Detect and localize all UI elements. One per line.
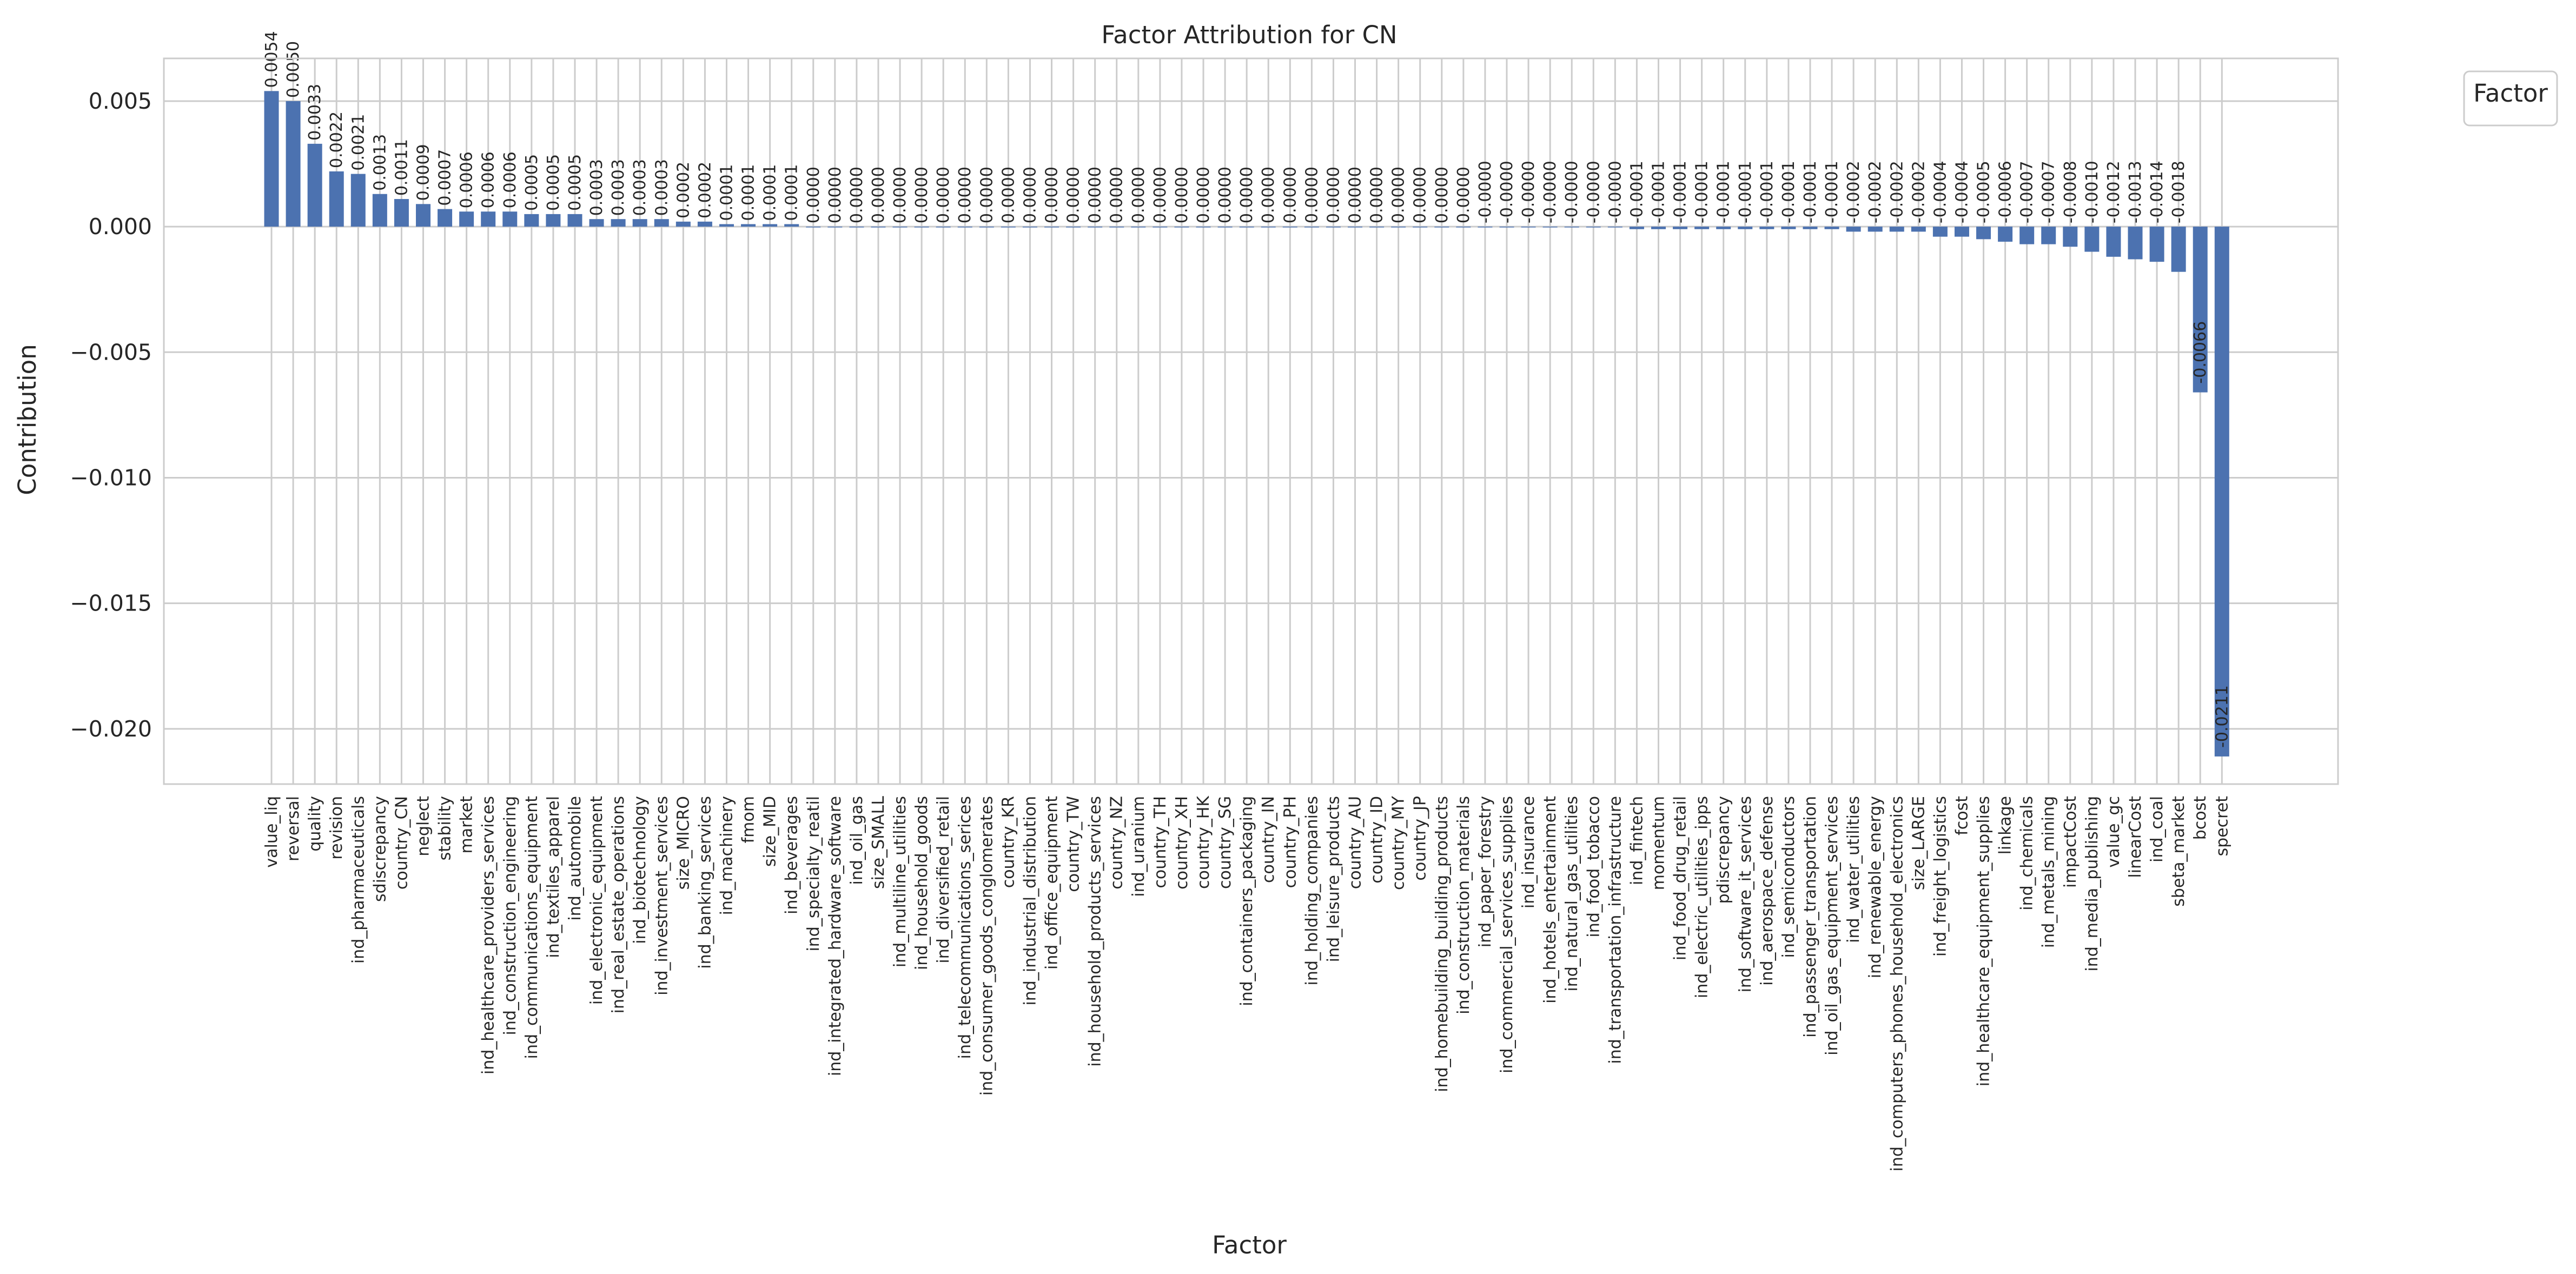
data-label: 0.0000 (1281, 167, 1300, 224)
data-label: 0.0000 (1237, 167, 1257, 224)
data-label: -0.0000 (1497, 161, 1517, 224)
data-label: -0.0001 (1649, 161, 1668, 224)
y-tick-label: −0.020 (70, 715, 152, 742)
x-tick-label: ind_passenger_transportation (1800, 796, 1820, 1038)
data-label: 0.0022 (327, 111, 347, 168)
data-label: 0.0054 (262, 31, 281, 88)
data-label: -0.0010 (2082, 161, 2102, 224)
data-label: 0.0009 (414, 144, 433, 201)
bar (676, 222, 691, 227)
x-axis-label: Factor (1212, 1231, 1287, 1259)
bar (1240, 227, 1254, 228)
bar (1976, 227, 1991, 239)
x-tick-label: country_JP (1410, 796, 1430, 881)
x-tick-label: ind_healthcare_equipment_supplies (1974, 796, 1994, 1087)
x-tick-label: ind_electric_utilities_ipps (1692, 796, 1712, 999)
data-label: 0.0000 (1346, 167, 1365, 224)
x-tick-label: market (457, 796, 476, 854)
bar (329, 171, 344, 227)
data-label: -0.0000 (1475, 161, 1495, 224)
x-tick-label: country_TW (1064, 796, 1083, 892)
data-label: 0.0002 (696, 161, 715, 218)
bar (1391, 227, 1406, 228)
data-label: 0.0021 (349, 114, 368, 171)
data-label: -0.0001 (1692, 161, 1712, 224)
x-tick-label: ind_machinery (717, 796, 737, 915)
x-tick-label: country_SG (1216, 796, 1235, 890)
bar (611, 219, 626, 227)
x-tick-label: ind_metals_mining (2039, 796, 2058, 948)
x-tick-label: ind_diversified_retail (934, 796, 953, 964)
data-label: 0.0000 (977, 167, 997, 224)
y-axis-label: Contribution (13, 344, 42, 495)
bar (1630, 227, 1644, 229)
data-label: -0.0066 (2191, 321, 2210, 384)
bar (351, 174, 366, 227)
data-label: -0.0001 (1736, 161, 1755, 224)
bar (502, 211, 517, 227)
data-label: -0.0004 (1952, 161, 1972, 224)
x-tick-label: size_MICRO (674, 796, 693, 890)
data-label: 0.0003 (587, 159, 607, 216)
bar (1478, 227, 1492, 228)
data-label: -0.0001 (1757, 161, 1777, 224)
x-tick-label: ind_holding_companies (1302, 796, 1322, 986)
data-label: 0.0000 (1216, 167, 1235, 224)
data-label: 0.0000 (1021, 167, 1040, 224)
bar (1759, 227, 1774, 229)
bar (1825, 227, 1839, 229)
bar (1998, 227, 2012, 242)
x-tick-label: ind_hotels_entertainment (1541, 796, 1560, 1004)
bar (915, 227, 929, 228)
x-tick-label: ind_specialty_reatil (804, 796, 823, 952)
bar (719, 224, 734, 227)
x-tick-label: ind_construction_engineering (500, 796, 520, 1036)
bar (2084, 227, 2099, 251)
bar (416, 204, 431, 227)
bar (1738, 227, 1752, 229)
x-tick-label: ind_food_tobacco (1584, 796, 1604, 938)
bar (958, 227, 972, 228)
legend-title: Factor (2473, 79, 2548, 108)
bar (1304, 227, 1319, 228)
bar (979, 227, 994, 228)
data-label: -0.0002 (1844, 161, 1864, 224)
bar (1911, 227, 1926, 231)
data-label: 0.0000 (912, 167, 932, 224)
bar (741, 224, 756, 227)
data-label: 0.0011 (392, 139, 412, 196)
x-tick-label: sdiscrepancy (370, 796, 390, 902)
data-label: 0.0000 (1107, 167, 1127, 224)
bar (2150, 227, 2164, 262)
bar (654, 219, 669, 227)
x-tick-label: size_SMALL (869, 796, 888, 890)
bar (2019, 227, 2034, 244)
bar (1846, 227, 1861, 231)
x-tick-label: value_liq (262, 796, 281, 868)
bar (1868, 227, 1883, 231)
bar (936, 227, 951, 228)
bar (2213, 227, 2232, 757)
bar (264, 91, 279, 227)
data-label: 0.0006 (479, 151, 498, 209)
data-label: -0.0001 (1800, 161, 1820, 224)
bar (1218, 227, 1233, 228)
x-tick-label: ind_natural_gas_utilities (1562, 796, 1582, 992)
x-tick-label: ind_biotechnology (631, 796, 650, 944)
x-tick-label: specret (2213, 796, 2232, 857)
data-label: 0.0033 (306, 83, 325, 141)
y-tick-label: −0.015 (70, 590, 152, 616)
x-tick-label: ind_oil_gas (847, 796, 866, 885)
x-tick-label: ind_transportation_infrastructure (1606, 796, 1625, 1064)
x-tick-label: reversal (284, 796, 303, 862)
bar (373, 194, 387, 227)
bar (763, 224, 777, 227)
x-tick-label: ind_office_equipment (1042, 796, 1062, 970)
bar (1933, 227, 1948, 237)
data-label: 0.0001 (782, 164, 802, 221)
data-label: -0.0007 (2039, 161, 2058, 224)
data-label: 0.0050 (284, 41, 303, 98)
bar (2063, 227, 2077, 247)
x-tick-label: ind_beverages (782, 796, 802, 914)
x-tick-label: ind_household_products_services (1085, 796, 1105, 1067)
x-tick-label: size_MID (760, 796, 780, 867)
data-label: 0.0000 (869, 167, 888, 224)
x-tick-label: bcost (2191, 796, 2210, 840)
x-tick-label: country_ID (1367, 796, 1387, 884)
x-tick-label: neglect (414, 796, 433, 857)
data-label: 0.0002 (674, 161, 693, 218)
x-tick-label: ind_automobile (565, 796, 585, 921)
x-tick-label: ind_textiles_apparel (544, 796, 563, 958)
data-label: -0.0000 (1562, 161, 1582, 224)
bar (2171, 227, 2186, 272)
data-label: -0.0001 (1627, 161, 1647, 224)
x-tick-label: ind_software_it_services (1736, 796, 1755, 993)
bar (1694, 227, 1709, 229)
bar (308, 144, 322, 227)
data-label: 0.0000 (847, 167, 866, 224)
x-tick-label: stability (435, 796, 455, 861)
bar (1131, 227, 1145, 228)
data-label: 0.0001 (760, 164, 780, 221)
data-label: 0.0005 (565, 154, 585, 211)
x-tick-label: ind_telecommunications_serices (956, 796, 975, 1059)
bar (546, 214, 560, 227)
data-label: -0.0001 (1779, 161, 1798, 224)
bar (1109, 227, 1124, 228)
bar (1023, 227, 1037, 228)
bar (2128, 227, 2143, 259)
data-label: 0.0000 (1194, 167, 1214, 224)
data-label: -0.0013 (2126, 161, 2145, 224)
x-tick-label: size_LARGE (1909, 796, 1929, 891)
x-tick-label: linearCost (2126, 796, 2145, 878)
data-label: 0.0000 (825, 167, 845, 224)
bar (1088, 227, 1102, 228)
data-label: -0.0001 (1823, 161, 1842, 224)
bar (438, 209, 452, 227)
bar (1153, 227, 1167, 228)
data-label: -0.0014 (2148, 161, 2167, 224)
bar (633, 219, 647, 227)
bar (1326, 227, 1341, 228)
bar (524, 214, 539, 227)
x-tick-label: ind_containers_packaging (1237, 796, 1257, 1006)
x-tick-label: ind_renewable_energy (1866, 796, 1885, 979)
x-tick-label: country_NZ (1107, 796, 1127, 890)
bar (481, 211, 495, 227)
data-label: -0.0004 (1931, 161, 1950, 224)
data-label: -0.0002 (1888, 161, 1907, 224)
x-tick-label: ind_construction_materials (1454, 796, 1473, 1014)
x-tick-label: ind_industrial_distribution (1021, 796, 1040, 1006)
x-tick-label: ind_communications_equipment (522, 796, 541, 1059)
data-label: 0.0003 (609, 159, 628, 216)
data-label: -0.0001 (1714, 161, 1733, 224)
x-tick-label: momentum (1649, 796, 1668, 891)
data-label: -0.0018 (2169, 161, 2189, 224)
bar (2106, 227, 2121, 257)
x-tick-label: country_AU (1346, 796, 1365, 890)
data-label: 0.0000 (1302, 167, 1322, 224)
x-tick-label: ind_integrated_hardware_software (825, 796, 845, 1077)
x-tick-label: ind_food_drug_retail (1671, 796, 1690, 961)
x-tick-label: ind_coal (2148, 796, 2167, 862)
x-tick-label: ind_banking_services (696, 796, 715, 969)
data-label: -0.0000 (1606, 161, 1625, 224)
data-label: -0.0005 (1974, 161, 1994, 224)
data-label: 0.0013 (370, 134, 390, 191)
bar (1044, 227, 1059, 228)
y-tick-label: 0.005 (88, 88, 152, 114)
bar (1543, 227, 1558, 228)
x-tick-label: value_gc (2104, 796, 2123, 868)
bar (893, 227, 908, 228)
x-tick-label: country_KR (999, 796, 1018, 888)
x-tick-label: ind_uranium (1129, 796, 1148, 897)
x-tick-label: linkage (1996, 796, 2015, 855)
bar (590, 219, 604, 227)
data-label: 0.0000 (1410, 167, 1430, 224)
data-label: 0.0000 (1150, 167, 1170, 224)
bar (1955, 227, 1969, 237)
bar (1348, 227, 1362, 228)
bar (806, 227, 820, 228)
y-tick-label: −0.010 (70, 465, 152, 491)
bar (1673, 227, 1687, 229)
bar (567, 214, 582, 227)
data-label: 0.0001 (717, 164, 737, 221)
x-tick-label: ind_pharmaceuticals (349, 796, 368, 964)
bar (1001, 227, 1016, 228)
data-label: -0.0000 (1584, 161, 1604, 224)
x-tick-label: ind_real_estate_operations (609, 796, 628, 1014)
data-label: 0.0000 (1042, 167, 1062, 224)
x-tick-label: impactCost (2061, 796, 2080, 888)
x-tick-label: ind_freight_logistics (1931, 796, 1950, 957)
bar (1456, 227, 1471, 228)
data-label: 0.0005 (522, 154, 541, 211)
data-label: 0.0006 (457, 151, 476, 209)
data-label: 0.0000 (1259, 167, 1279, 224)
bar (849, 227, 864, 228)
bar (1586, 227, 1601, 228)
bar (1781, 227, 1796, 229)
x-tick-label: fmom (739, 796, 758, 844)
data-label: 0.0000 (1129, 167, 1148, 224)
y-tick-label: −0.005 (70, 339, 152, 366)
x-tick-label: ind_insurance (1519, 796, 1539, 909)
x-tick-label: ind_commercial_services_supplies (1497, 796, 1517, 1073)
x-tick-label: ind_semiconductors (1779, 796, 1798, 958)
bar (1499, 227, 1514, 228)
x-tick-label: ind_computers_phones_household_electronics (1888, 796, 1907, 1172)
bar (2041, 227, 2056, 244)
data-label: 0.0000 (1432, 167, 1452, 224)
data-label: 0.0000 (956, 167, 975, 224)
bar (1521, 227, 1536, 228)
bar (286, 101, 301, 227)
x-tick-label: ind_electronic_equipment (587, 796, 607, 1005)
data-label: 0.0005 (544, 154, 563, 211)
bar (1369, 227, 1384, 228)
data-label: 0.0000 (1172, 167, 1191, 224)
x-tick-label: ind_consumer_goods_conglomerates (977, 796, 997, 1096)
data-label: -0.0002 (1866, 161, 1885, 224)
data-label: -0.0000 (1541, 161, 1560, 224)
x-tick-label: ind_chemicals (2017, 796, 2037, 911)
bar (1608, 227, 1623, 228)
bar (1283, 227, 1297, 228)
x-tick-label: fcost (1952, 796, 1972, 835)
data-label: 0.0000 (1454, 167, 1473, 224)
x-tick-label: ind_investment_services (652, 796, 672, 996)
x-tick-label: sbeta_market (2169, 796, 2189, 907)
data-label: 0.0003 (631, 159, 650, 216)
data-label: 0.0000 (1367, 167, 1387, 224)
x-tick-label: ind_homebuilding_building_products (1432, 796, 1452, 1092)
chart-title: Factor Attribution for CN (1101, 21, 1398, 49)
x-tick-label: country_IN (1259, 796, 1279, 884)
data-label: 0.0006 (500, 151, 520, 209)
bar (1651, 227, 1666, 229)
x-axis-ticks (262, 795, 2231, 1172)
x-tick-label: country_MY (1389, 796, 1408, 890)
x-tick-label: quality (306, 796, 325, 852)
bar (784, 224, 799, 227)
x-tick-label: ind_water_utilities (1844, 796, 1864, 943)
bar (1890, 227, 1904, 231)
x-tick-label: ind_oil_gas_equipment_services (1823, 796, 1842, 1056)
data-label: -0.0008 (2061, 161, 2080, 224)
x-tick-label: ind_multiline_utilities (891, 796, 910, 968)
x-tick-label: revision (327, 796, 347, 860)
data-label: 0.0000 (1085, 167, 1105, 224)
bar (1066, 227, 1081, 228)
data-label: 0.0000 (1324, 167, 1343, 224)
x-tick-label: pdiscrepancy (1714, 796, 1733, 904)
data-label: -0.0211 (2213, 685, 2232, 748)
data-label: 0.0000 (934, 167, 953, 224)
bar (1565, 227, 1579, 228)
x-tick-label: ind_fintech (1627, 796, 1647, 886)
bar (1803, 227, 1817, 229)
x-tick-label: country_TH (1150, 796, 1170, 888)
data-label: 0.0000 (804, 167, 823, 224)
y-tick-label: 0.000 (88, 214, 152, 240)
x-tick-label: ind_household_goods (912, 796, 932, 971)
data-label: -0.0000 (1519, 161, 1539, 224)
x-tick-label: ind_aerospace_defense (1757, 796, 1777, 986)
data-label: 0.0000 (1389, 167, 1408, 224)
bar (1434, 227, 1449, 228)
x-tick-label: country_HK (1194, 796, 1214, 889)
data-label: 0.0000 (1064, 167, 1083, 224)
bar (1261, 227, 1276, 228)
data-label: 0.0000 (999, 167, 1018, 224)
y-axis-ticks (70, 88, 152, 742)
bar (1196, 227, 1211, 228)
data-label: -0.0001 (1671, 161, 1690, 224)
legend (2464, 71, 2557, 125)
x-tick-label: country_CN (392, 796, 412, 890)
x-tick-label: country_PH (1281, 796, 1300, 888)
bar (827, 227, 842, 228)
data-label: 0.0003 (652, 159, 672, 216)
data-label: -0.0007 (2017, 161, 2037, 224)
bar (394, 199, 409, 227)
data-label: 0.0001 (739, 164, 758, 221)
bar (871, 227, 885, 228)
data-label: -0.0002 (1909, 161, 1929, 224)
data-label: 0.0007 (435, 149, 455, 206)
data-label: 0.0000 (891, 167, 910, 224)
bar (1716, 227, 1731, 229)
x-tick-label: ind_paper_forestry (1475, 796, 1495, 948)
x-tick-label: ind_media_publishing (2082, 796, 2102, 972)
x-tick-label: ind_healthcare_providers_services (479, 796, 498, 1075)
bar (698, 222, 712, 227)
bar (1174, 227, 1189, 228)
bar (1413, 227, 1427, 228)
x-tick-label: ind_leisure_products (1324, 796, 1343, 963)
data-label: -0.0012 (2104, 161, 2123, 224)
data-label: -0.0006 (1996, 161, 2015, 224)
bar (459, 211, 474, 227)
x-tick-label: country_XH (1172, 796, 1191, 890)
